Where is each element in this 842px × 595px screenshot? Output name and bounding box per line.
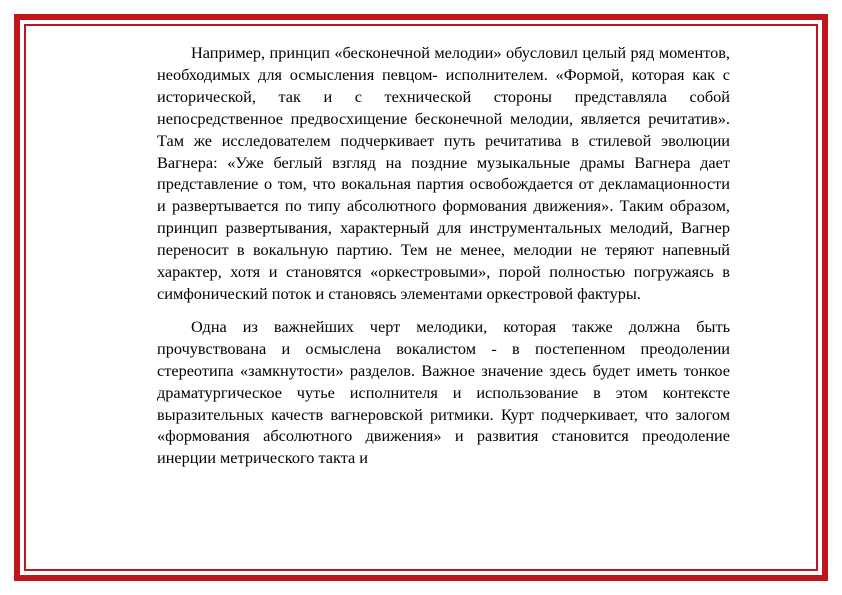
document-body <box>157 42 730 527</box>
paragraph-2: Одна из важнейших черт мелодики, которая также должна быть прочувствована и осмыслена вокалистом - в постепенном преодолении стереотипа «замкнутости» разделов. Важное значение здесь будет иметь тонкое драматургическое чутье исполнителя и использование в этом контексте выразительных качеств вагнеровской ритмики. Курт подчеркивает, что залогом «формования абсолютного движения» и развития становится преодоление инерции метрического такта и <box>157 316 730 468</box>
paragraph-1: Например, принцип «бесконечной мелодии» обусловил целый ряд моментов, необходимых для осмысления певцом- исполнителем. «Формой, которая как с исторической, так и с технической стороны представляла собой непосредственное предвосхищение бесконечной мелодии, является речитатив». Там же исследователем подчеркивает путь речитатива в стилевой эволюции Вагнера: «Уже беглый взгляд на поздние музыкальные драмы Вагнера дает представление о том, что вокальная партия освобождается от декламационности и развертывается по типу абсолютного формования движения». Таким образом, принцип развертывания, характерный для инструментальных мелодий, Вагнер переносит в вокальную партию. Тем не менее, мелодии не теряют напевный характер, хотя и становятся «оркестровыми», порой полностью погружаясь в симфонический поток и становясь элементами оркестровой фактуры. <box>157 43 730 303</box>
